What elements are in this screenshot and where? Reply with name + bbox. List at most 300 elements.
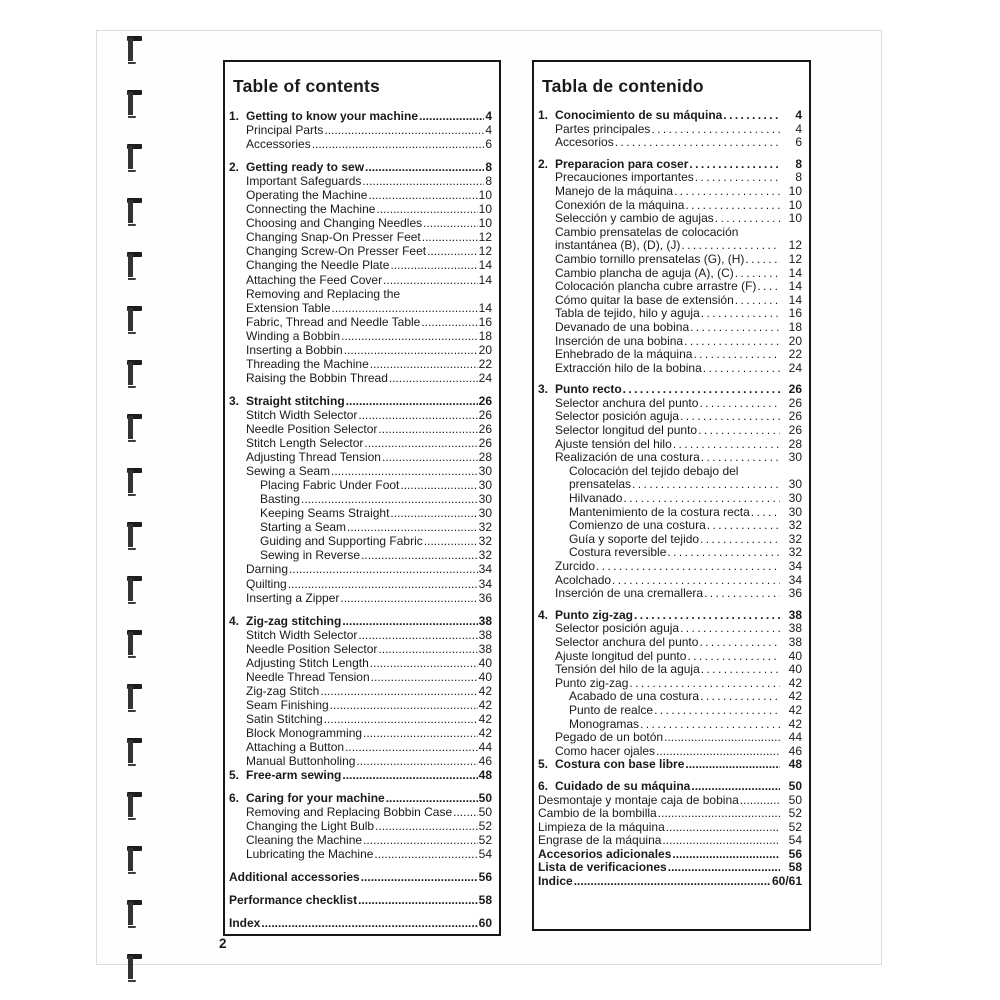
dot-leader — [364, 436, 477, 450]
toc-entry-label: Guía y soporte del tejido — [569, 531, 700, 546]
toc-entry — [260, 506, 492, 520]
toc-entry-label: Inserting a Zipper — [246, 590, 340, 605]
toc-entry — [555, 622, 802, 636]
dot-leader — [735, 294, 780, 308]
toc-entry — [246, 833, 492, 847]
toc-entry-label: Monogramas — [569, 716, 640, 731]
toc-entry-page: 50 — [478, 791, 492, 806]
dot-leader — [701, 307, 780, 321]
dot-leader — [358, 893, 478, 907]
dot-leader — [347, 520, 478, 534]
toc-entry — [569, 519, 802, 533]
toc-entry-label: Changing the Light Bulb — [246, 819, 375, 834]
toc-entry-label: Selector anchura del punto — [555, 395, 699, 410]
toc-entry — [555, 335, 802, 349]
toc-entry-page: 32 — [788, 531, 802, 546]
toc-entry-label: Block Monogramming — [246, 725, 363, 740]
toc-entry-page: 30 — [788, 491, 802, 506]
dot-leader — [362, 174, 484, 188]
toc-entry-label: Principal Parts — [246, 123, 324, 138]
dot-leader — [363, 833, 478, 847]
toc-entry-label: Darning — [246, 562, 289, 577]
toc-entry-page: 30 — [478, 478, 492, 493]
toc-entry-page: 12 — [478, 244, 492, 259]
toc-entry-page: 50 — [788, 778, 802, 793]
binding-hole-foot — [128, 548, 136, 551]
binding-hole-foot — [128, 656, 136, 659]
toc-entry-label: Satin Stitching — [246, 711, 323, 726]
toc-entry-label: Punto zig-zag — [555, 675, 629, 690]
dot-leader — [330, 698, 478, 712]
dot-leader — [690, 321, 780, 335]
toc-entry-page: 42 — [478, 725, 492, 740]
toc-entry-page: 12 — [788, 238, 802, 253]
toc-entry-label: prensatelas — [569, 477, 632, 492]
binding-hole-foot — [128, 494, 136, 497]
toc-entry — [555, 307, 802, 321]
dot-leader — [615, 136, 780, 150]
toc-entry-page: 14 — [478, 300, 492, 315]
dot-leader — [689, 158, 780, 172]
toc-entry-page: 40 — [788, 648, 802, 663]
toc-entry-label: Winding a Bobbin — [246, 328, 341, 343]
toc-entry-label: Accesorios adicionales — [538, 846, 672, 861]
toc-entry-label: Enhebrado de la máquina — [555, 347, 693, 362]
toc-entry-page: 10 — [788, 183, 802, 198]
toc-entry — [229, 614, 492, 628]
dot-leader — [344, 343, 478, 357]
toc-entry — [555, 663, 802, 677]
toc-entry-page: 18 — [478, 328, 492, 343]
binding-hole-icon — [127, 846, 143, 874]
toc-entry — [555, 650, 802, 664]
toc-entry — [555, 199, 802, 213]
toc-entry — [246, 287, 492, 301]
toc-entry-page: 4 — [795, 121, 802, 136]
toc-entry-label: Quilting — [246, 576, 287, 591]
toc-entry-label: Basting — [260, 492, 301, 507]
toc-entry-label: Inserción de una bobina — [555, 333, 684, 348]
binding-hole-icon — [127, 468, 143, 496]
binding-hole-foot — [128, 440, 136, 443]
toc-entry-number: 5. — [229, 768, 240, 783]
toc-entry — [246, 408, 492, 422]
toc-entry-page: 42 — [788, 675, 802, 690]
toc-entry — [555, 253, 802, 267]
toc-entry-label: Cambio de la bombilla — [538, 806, 657, 821]
toc-entry-label: Mantenimiento de la costura recta — [569, 504, 750, 519]
toc-entry-page: 52 — [788, 819, 802, 834]
toc-entry-page: 36 — [788, 586, 802, 601]
toc-entry-page: 42 — [788, 702, 802, 717]
binding-hole-icon — [127, 414, 143, 442]
dot-leader — [312, 137, 485, 151]
toc-entry — [246, 315, 492, 329]
toc-entry-number: 4. — [538, 607, 549, 622]
binding-hole-icon — [127, 306, 143, 334]
toc-entry — [555, 123, 802, 137]
dot-leader — [289, 562, 478, 576]
toc-entry-label: Ajuste tensión del hilo — [555, 436, 672, 451]
binding-hole-foot — [128, 872, 136, 875]
dot-leader — [288, 577, 478, 591]
binding-hole-foot — [128, 116, 136, 119]
toc-entry-page: 58 — [788, 860, 802, 875]
toc-entry — [555, 185, 802, 199]
toc-spanish-box — [532, 60, 811, 931]
toc-entry-label: Caring for your machine — [246, 791, 385, 806]
toc-entry — [569, 533, 802, 547]
toc-entry-page: 44 — [788, 730, 802, 745]
dot-leader — [423, 216, 478, 230]
toc-entry — [538, 807, 802, 821]
toc-entry-page: 32 — [478, 520, 492, 535]
dot-leader — [629, 677, 780, 691]
toc-entry-label: Needle Thread Tension — [246, 669, 370, 684]
binding-hole-stem — [128, 956, 133, 979]
toc-entry-page: 50 — [788, 792, 802, 807]
toc-entry-label: Manual Buttonholing — [246, 754, 356, 769]
dot-leader — [684, 335, 780, 349]
toc-entry-label: Stitch Width Selector — [246, 627, 358, 642]
dot-leader — [424, 534, 478, 548]
toc-entry-page: 42 — [478, 711, 492, 726]
dot-leader — [358, 628, 477, 642]
toc-entry — [246, 244, 492, 258]
toc-entry — [229, 791, 492, 805]
dot-leader — [378, 642, 477, 656]
dot-leader — [421, 315, 477, 329]
toc-entry-label: Accessories — [246, 137, 311, 152]
toc-entry-label: Removing and Replacing Bobbin Case — [246, 805, 453, 820]
toc-entry-page: 38 — [788, 621, 802, 636]
toc-entry-label: Tensión del hilo de la aguja — [555, 662, 700, 677]
toc-entry — [246, 591, 492, 605]
dot-leader — [361, 870, 478, 884]
toc-entry — [538, 848, 802, 862]
dot-leader — [672, 848, 780, 862]
binding-hole-stem — [128, 740, 133, 763]
toc-entry-label: Inserting a Bobbin — [246, 342, 343, 357]
toc-entry-page: 10 — [478, 202, 492, 217]
dot-leader — [740, 794, 780, 808]
toc-entry-page: 54 — [478, 847, 492, 862]
toc-entry — [538, 383, 802, 397]
toc-entry — [538, 158, 802, 172]
toc-entry — [229, 109, 492, 123]
toc-entry-page: 52 — [788, 806, 802, 821]
toc-entry-label: Extension Table — [246, 300, 331, 315]
toc-entry — [246, 562, 492, 576]
toc-entry-label: Partes principales — [555, 121, 651, 136]
dot-leader — [371, 670, 478, 684]
binding-hole-foot — [128, 818, 136, 821]
binding-hole-icon — [127, 360, 143, 388]
dot-leader — [324, 123, 484, 137]
toc-entry — [246, 357, 492, 371]
toc-entry-label: Getting to know your machine — [246, 109, 419, 123]
toc-entry — [555, 362, 802, 376]
dot-leader — [361, 548, 478, 562]
toc-entry-page: 20 — [788, 333, 802, 348]
dot-leader — [703, 362, 780, 376]
toc-entry — [246, 436, 492, 450]
toc-entry — [555, 171, 802, 185]
binding-hole-stem — [128, 38, 133, 61]
toc-entry-page: 26 — [478, 407, 492, 422]
toc-entry — [246, 301, 492, 315]
toc-entry — [246, 805, 492, 819]
toc-entry-page: 32 — [478, 534, 492, 549]
dot-leader — [301, 492, 478, 506]
dot-leader — [735, 267, 780, 281]
toc-entry-label: Connecting the Machine — [246, 202, 376, 217]
toc-entry — [569, 546, 802, 560]
binding-hole-stem — [128, 470, 133, 493]
toc-entry-page: 24 — [788, 360, 802, 375]
toc-entry — [555, 587, 802, 601]
toc-entry-number: 3. — [229, 393, 240, 408]
binding-hole-stem — [128, 416, 133, 439]
toc-entry-label: Lubricating the Machine — [246, 847, 374, 862]
toc-entry-page: 8 — [485, 160, 492, 175]
toc-spanish-title: Tabla de contenido — [542, 76, 704, 96]
toc-entry-page: 14 — [788, 265, 802, 280]
toc-entry-label: Cuidado de su máquina — [555, 778, 691, 793]
dot-leader — [699, 636, 780, 650]
dot-leader — [698, 424, 780, 438]
dot-leader — [680, 410, 780, 424]
dot-leader — [651, 123, 780, 137]
toc-entry-page: 40 — [478, 655, 492, 670]
toc-entry — [246, 216, 492, 230]
toc-entry — [555, 239, 802, 253]
toc-entry-label: Selección y cambio de agujas — [555, 211, 714, 226]
toc-english-entries — [229, 109, 492, 931]
toc-entry-label: Sewing in Reverse — [260, 548, 361, 563]
toc-entry — [246, 450, 492, 464]
toc-entry-page: 14 — [788, 292, 802, 307]
toc-entry-page: 60/61 — [771, 874, 802, 889]
toc-entry-page: 6 — [485, 137, 492, 152]
binding-hole-stem — [128, 632, 133, 655]
toc-entry — [260, 492, 492, 506]
toc-entry-page: 38 — [788, 607, 802, 622]
toc-entry-label: Zurcido — [555, 559, 596, 573]
toc-entry — [246, 188, 492, 202]
toc-entry — [246, 174, 492, 188]
binding-hole-icon — [127, 684, 143, 712]
dot-leader — [331, 464, 478, 478]
toc-entry-label: Costura reversible — [569, 545, 667, 560]
toc-entry-label: Changing the Needle Plate — [246, 258, 390, 273]
toc-entry — [246, 740, 492, 754]
dot-leader — [419, 109, 484, 123]
toc-entry-page: 10 — [788, 197, 802, 212]
toc-entry — [246, 343, 492, 357]
toc-entry-label: Engrase de la máquina — [538, 833, 662, 848]
toc-entry — [246, 726, 492, 740]
binding-hole-icon — [127, 144, 143, 172]
toc-entry — [246, 819, 492, 833]
toc-entry-page: 36 — [478, 590, 492, 605]
dot-leader — [342, 768, 477, 782]
toc-entry-label: Devanado de una bobina — [555, 319, 690, 334]
binding-hole-foot — [128, 332, 136, 335]
dot-leader — [365, 160, 484, 174]
binding-hole-foot — [128, 170, 136, 173]
dot-leader — [704, 587, 780, 601]
dot-leader — [695, 171, 780, 185]
binding-hole-foot — [128, 386, 136, 389]
dot-leader — [687, 650, 780, 664]
toc-entry-label: Indice — [538, 874, 573, 889]
toc-entry — [246, 258, 492, 272]
toc-entry-page: 56 — [788, 846, 802, 861]
binding-hole-icon — [127, 630, 143, 658]
binding-hole-stem — [128, 254, 133, 277]
toc-entry-page: 30 — [478, 506, 492, 521]
toc-entry-page: 10 — [478, 216, 492, 231]
toc-entry — [569, 465, 802, 479]
toc-entry-label: Inserción de una cremallera — [555, 586, 704, 601]
toc-entry — [246, 712, 492, 726]
toc-entry-label: Limpieza de la máquina — [538, 819, 665, 834]
toc-spanish-entries — [538, 109, 802, 889]
toc-entry-page: 8 — [485, 174, 492, 189]
toc-entry-label: Changing Screw-On Presser Feet — [246, 244, 427, 259]
toc-entry-label: Conocimiento de su máquina — [555, 108, 723, 122]
dot-leader — [662, 834, 780, 848]
toc-entry-label: Cleaning the Machine — [246, 833, 363, 848]
binding-hole-icon — [127, 576, 143, 604]
toc-entry-page: 12 — [788, 251, 802, 266]
binding-hole-icon — [127, 252, 143, 280]
toc-entry-label: Placing Fabric Under Foot — [260, 478, 400, 493]
binding-hole-foot — [128, 710, 136, 713]
toc-entry — [246, 422, 492, 436]
dot-leader — [693, 348, 780, 362]
manual-page — [96, 30, 882, 965]
toc-entry — [555, 731, 802, 745]
toc-entry-page: 22 — [478, 356, 492, 371]
dot-leader — [358, 408, 477, 422]
toc-entry-page: 30 — [788, 477, 802, 492]
dot-leader — [707, 519, 780, 533]
toc-entry-label: Selector posición aguja — [555, 621, 680, 636]
dot-leader — [745, 253, 780, 267]
dot-leader — [667, 546, 780, 560]
toc-entry-number: 6. — [538, 778, 549, 793]
toc-entry-page: 26 — [788, 382, 802, 397]
toc-entry-number: 6. — [229, 791, 240, 806]
binding-hole-stem — [128, 362, 133, 385]
toc-entry-number: 3. — [538, 382, 549, 397]
binding-hole-icon — [127, 792, 143, 820]
toc-entry — [555, 424, 802, 438]
toc-entry-label: Straight stitching — [246, 393, 345, 408]
dot-leader — [453, 805, 478, 819]
binding-hole-stem — [128, 578, 133, 601]
dot-leader — [681, 239, 780, 253]
dot-leader — [320, 684, 477, 698]
toc-entry-number: 2. — [229, 160, 240, 175]
toc-entry-label: Punto recto — [555, 382, 622, 397]
toc-entry-page: 14 — [788, 279, 802, 294]
toc-entry-label: Sewing a Seam — [246, 464, 331, 479]
toc-entry — [555, 294, 802, 308]
dot-leader — [658, 807, 780, 821]
binding-hole-icon — [127, 90, 143, 118]
binding-hole-stem — [128, 146, 133, 169]
toc-entry-page: 8 — [795, 170, 802, 185]
toc-entry-label: Threading the Machine — [246, 356, 369, 371]
toc-entry — [246, 642, 492, 656]
toc-entry-page: 46 — [478, 754, 492, 769]
toc-entry-label: Punto zig-zag — [555, 607, 633, 622]
dot-leader — [342, 614, 477, 628]
toc-entry-label: Comienzo de una costura — [569, 518, 706, 533]
toc-entry-page: 40 — [788, 662, 802, 677]
binding-hole-foot — [128, 62, 136, 65]
toc-entry — [246, 847, 492, 861]
toc-entry — [229, 160, 492, 174]
toc-entry — [246, 577, 492, 591]
dot-leader — [374, 847, 477, 861]
toc-entry-page: 44 — [478, 740, 492, 755]
dot-leader — [656, 745, 780, 759]
dot-leader — [680, 622, 780, 636]
toc-entry — [246, 464, 492, 478]
binding-hole-stem — [128, 92, 133, 115]
binding-hole-stem — [128, 902, 133, 925]
toc-entry — [555, 280, 802, 294]
dot-leader — [685, 758, 780, 772]
toc-entry-number: 1. — [229, 109, 240, 123]
dot-leader — [685, 199, 780, 213]
toc-entry-page: 56 — [478, 870, 492, 885]
toc-entry-page: 26 — [478, 393, 492, 408]
binding-hole-foot — [128, 980, 136, 983]
toc-entry — [229, 870, 492, 884]
dot-leader — [383, 273, 478, 287]
dot-leader — [700, 533, 780, 547]
toc-entry-page: 16 — [788, 306, 802, 321]
toc-entry — [538, 609, 802, 623]
binding-hole-foot — [128, 278, 136, 281]
toc-entry-page: 52 — [478, 819, 492, 834]
toc-entry-page: 26 — [788, 395, 802, 410]
toc-entry-label: Changing Snap-On Presser Feet — [246, 230, 421, 245]
binding-hole-stem — [128, 794, 133, 817]
toc-entry-label: Costura con base libre — [555, 757, 685, 772]
toc-entry-page: 24 — [478, 370, 492, 385]
toc-entry-page: 38 — [478, 627, 492, 642]
toc-entry — [538, 821, 802, 835]
toc-entry — [538, 861, 802, 875]
toc-entry — [569, 492, 802, 506]
dot-leader — [261, 916, 477, 930]
toc-entry-label: Performance checklist — [229, 893, 358, 908]
toc-entry-label: Acolchado — [555, 572, 612, 587]
toc-entry-page: 4 — [795, 108, 802, 122]
binding-hole-icon — [127, 954, 143, 982]
toc-entry-page: 16 — [478, 314, 492, 329]
toc-entry-label: Keeping Seams Straight — [260, 506, 390, 521]
toc-entry — [246, 628, 492, 642]
toc-entry-label: Attaching a Button — [246, 740, 345, 755]
toc-entry-label: Additional accessories — [229, 870, 360, 885]
